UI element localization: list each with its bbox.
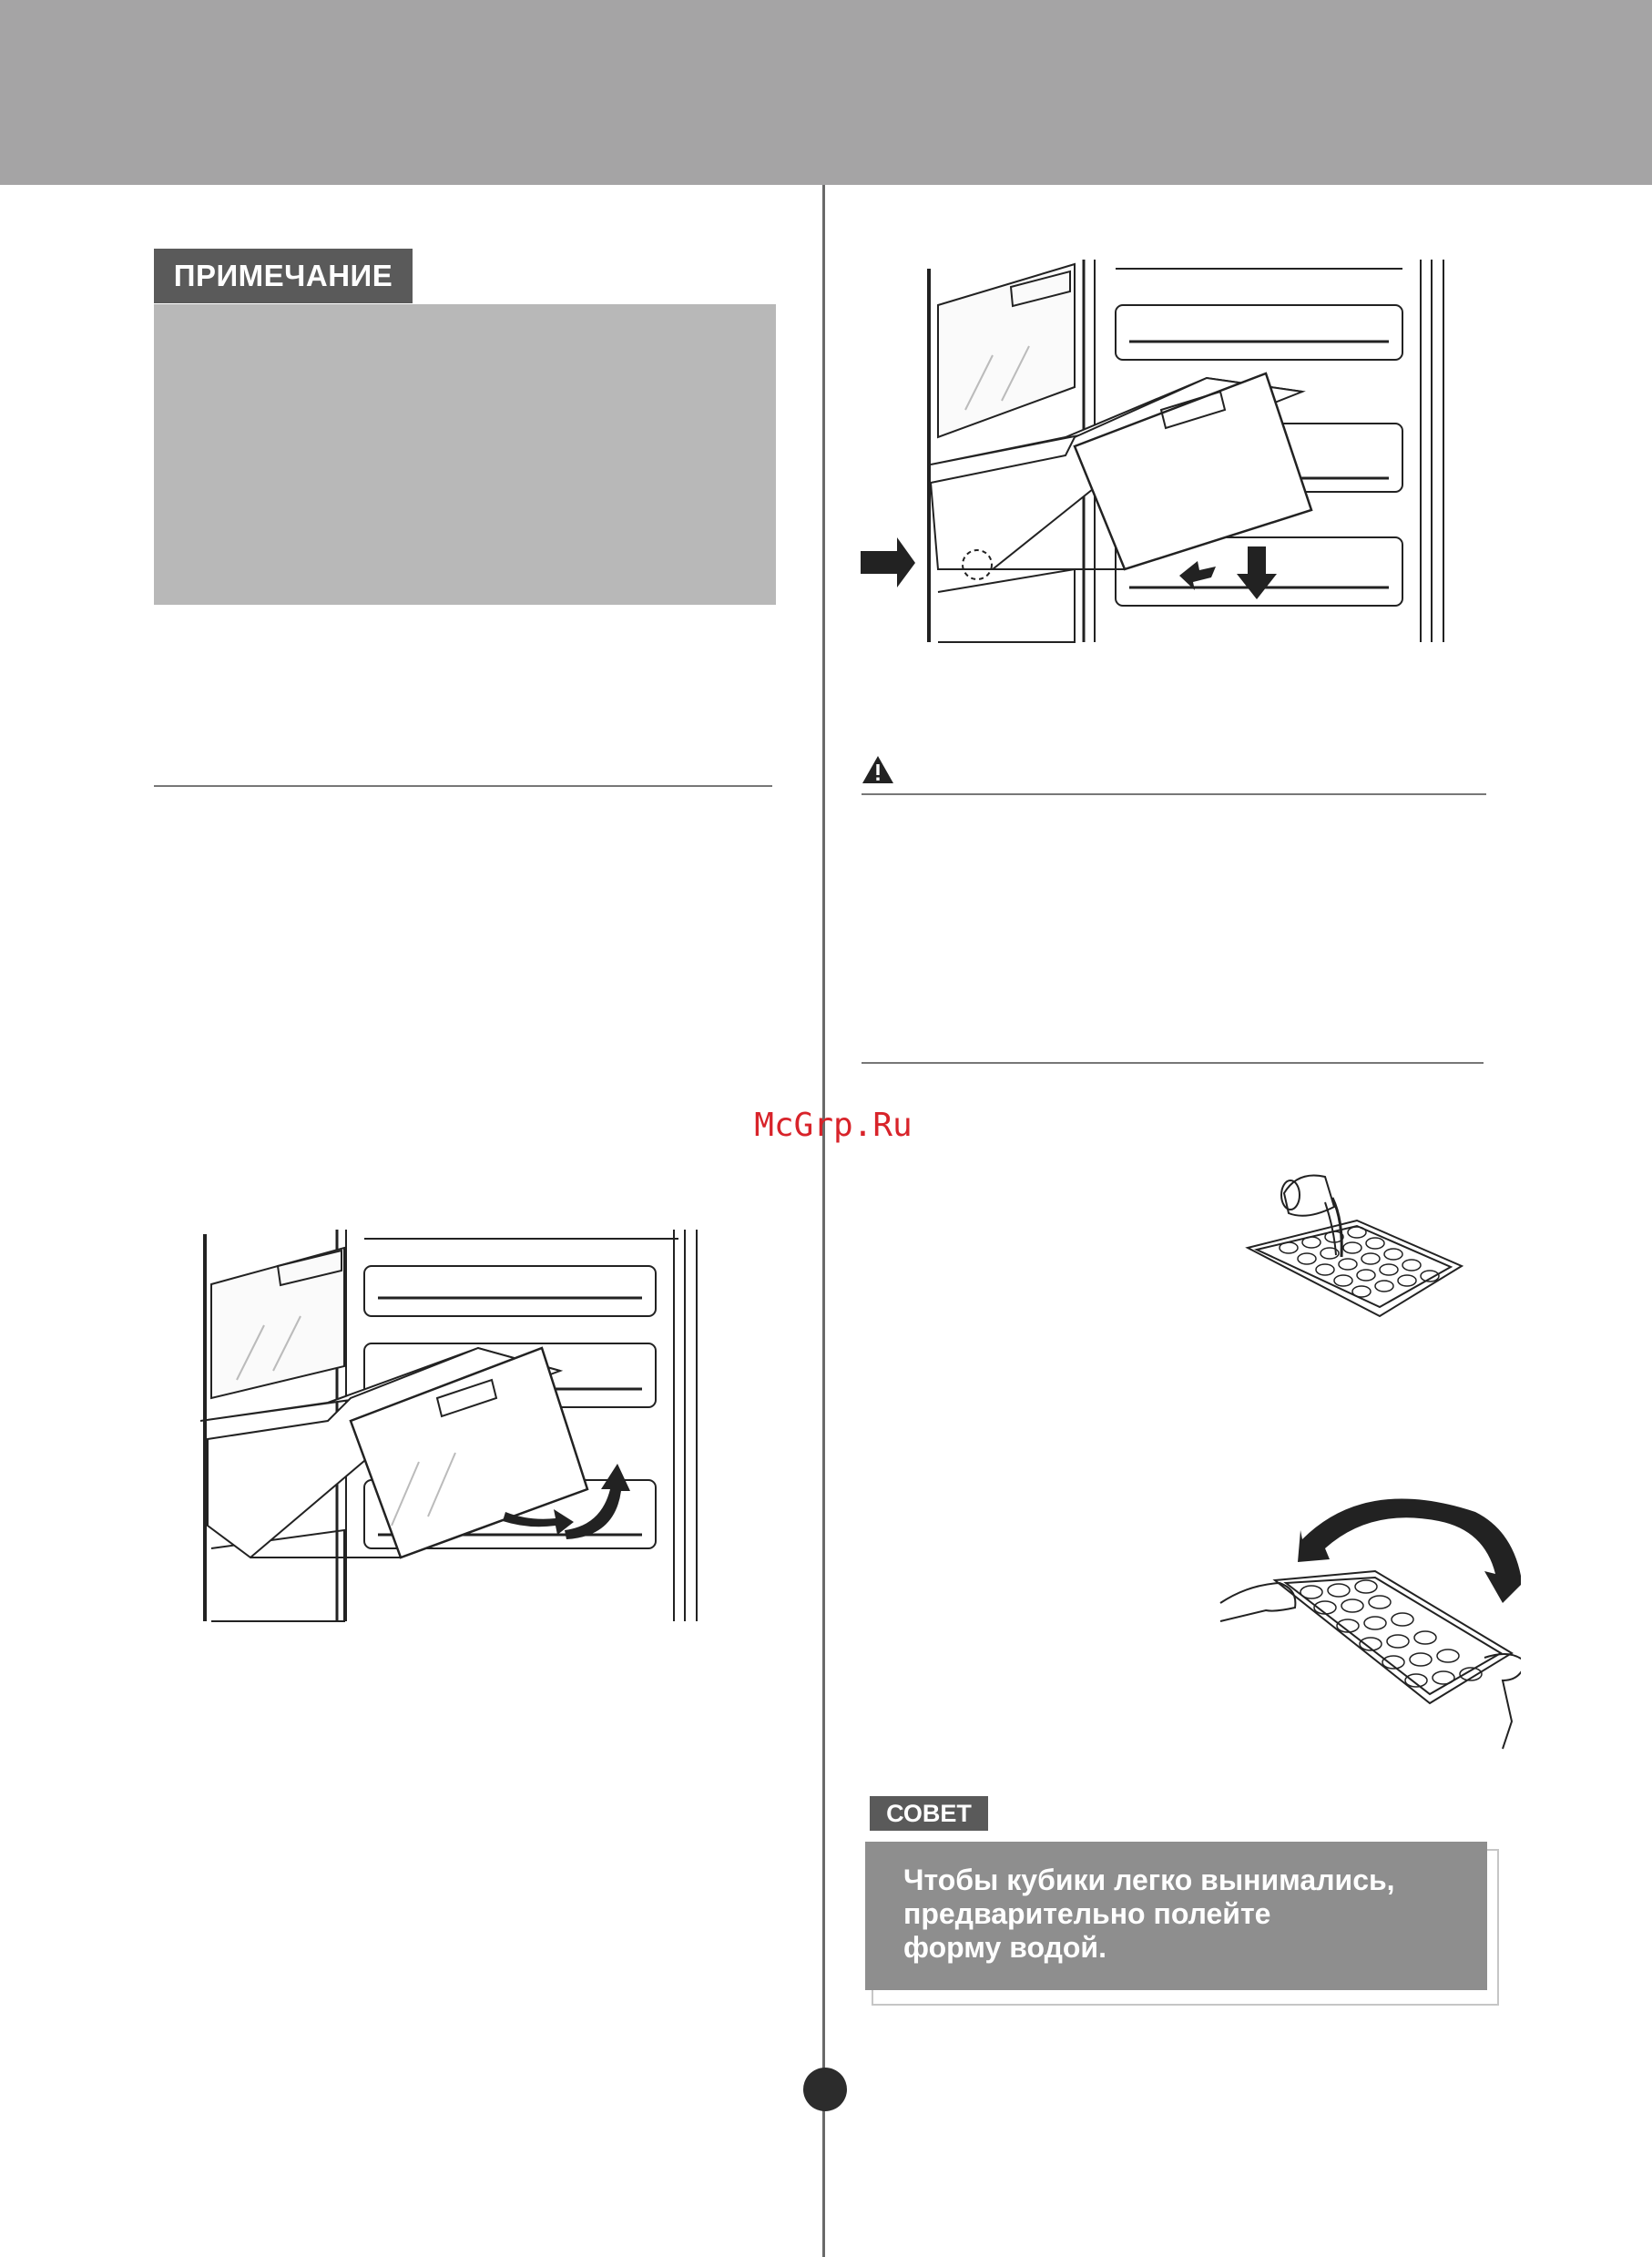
note-box xyxy=(154,304,776,605)
tip-line: Чтобы кубики легко вынимались, xyxy=(903,1864,1395,1896)
section-divider-left xyxy=(154,785,772,787)
ice-tray-twist-illustration xyxy=(1211,1476,1521,1767)
tip-line: предварительно полейте xyxy=(903,1897,1271,1930)
warning-rule xyxy=(862,793,1486,795)
watermark: McGrp.Ru xyxy=(754,1107,913,1144)
tip-text xyxy=(903,1864,1468,1965)
tip-label: СОВЕТ xyxy=(870,1796,988,1831)
column-divider xyxy=(822,185,825,2257)
warning-triangle-icon xyxy=(862,755,894,784)
drawer-removal-illustration xyxy=(200,1225,747,1626)
ice-tray-fill-illustration xyxy=(1234,1157,1471,1330)
page-number-dot xyxy=(803,2068,847,2111)
note-label: ПРИМЕЧАНИЕ xyxy=(154,249,413,303)
drawer-insert-illustration xyxy=(856,255,1475,647)
tip-line: форму водой. xyxy=(903,1931,1106,1964)
section-divider-right xyxy=(862,1062,1484,1064)
header-band xyxy=(0,0,1652,185)
